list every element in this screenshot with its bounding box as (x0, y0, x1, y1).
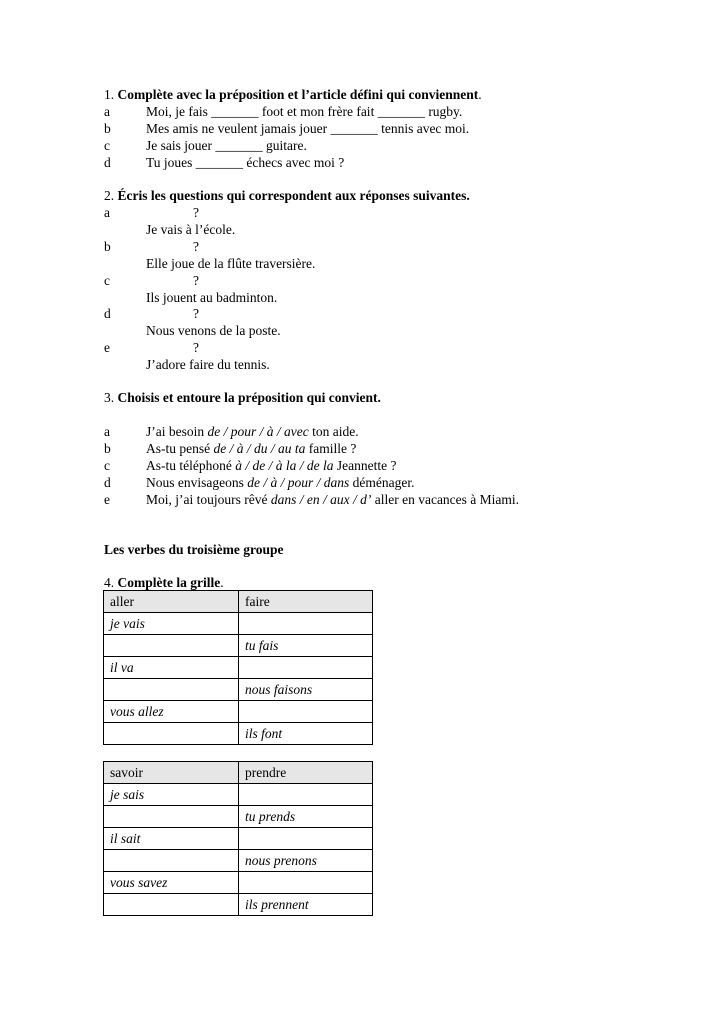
ex2-question-mark: ? (193, 273, 199, 288)
grid-cell-blank[interactable] (104, 723, 239, 745)
ex1-item-text: Moi, je fais _______ foot et mon frère fait _______ rugby. (146, 104, 463, 119)
ex3-preposition-choices[interactable]: de / pour / à / avec (207, 424, 309, 439)
ex3-sentence-end: aller en vacances à Miami. (371, 492, 520, 507)
grid-row (104, 828, 373, 850)
ex3-preposition-choices[interactable]: à / de / à la / de la (235, 458, 334, 473)
ex4-title: Complète la grille (117, 575, 221, 590)
ex1-item-text: Je sais jouer _______ guitare. (146, 138, 307, 153)
grid-cell-blank[interactable] (239, 657, 373, 679)
grid-row (104, 679, 373, 701)
grid-cell: ils prennent (239, 894, 373, 916)
ex3-sentence-start: As-tu téléphoné (146, 458, 236, 473)
conjugation-grid-aller-faire (103, 590, 373, 745)
ex3-sentence-start: J’ai besoin (146, 424, 208, 439)
grid-cell: vous savez (104, 872, 239, 894)
ex3-title: Choisis et entoure la préposition qui convient. (117, 390, 381, 405)
ex2-question-mark: ? (193, 205, 199, 220)
ex2-item-letter: a (104, 205, 110, 220)
ex3-sentence-start: Moi, j’ai toujours rêvé (146, 492, 271, 507)
ex2-item-letter: d (104, 306, 111, 321)
ex4-heading (104, 574, 224, 591)
grid-header-cell: prendre (239, 762, 373, 784)
grid-cell-blank[interactable] (239, 701, 373, 723)
ex1-item-text: Mes amis ne veulent jamais jouer _______ tennis avec moi. (146, 121, 470, 136)
ex3-number: 3. (104, 390, 118, 405)
grid-cell: je sais (104, 784, 239, 806)
grid-cell: ils font (239, 723, 373, 745)
ex1-heading (104, 86, 482, 103)
ex1-item-letter: d (104, 155, 111, 170)
grid-header-cell: faire (239, 591, 373, 613)
grid-cell: tu fais (239, 635, 373, 657)
grid-cell: il sait (104, 828, 239, 850)
ex1-title: Complète avec la préposition et l’article défini qui conviennent (117, 87, 479, 102)
grid-header-row (104, 591, 373, 613)
ex3-item-letter: b (104, 441, 111, 456)
ex3-item-sentence (146, 457, 396, 474)
ex2-question-mark: ? (193, 340, 199, 355)
section-title (104, 541, 284, 558)
ex2-answer: J’adore faire du tennis. (146, 357, 270, 372)
ex3-item-letter: e (104, 492, 110, 507)
ex2-number: 2. (104, 188, 118, 203)
ex2-answer: Je vais à l’école. (146, 222, 236, 237)
ex1-item-letter: b (104, 121, 111, 136)
grid-header-row (104, 762, 373, 784)
grid-cell: il va (104, 657, 239, 679)
ex2-question-mark: ? (193, 239, 199, 254)
grid-cell-blank[interactable] (239, 613, 373, 635)
ex3-preposition-choices[interactable]: dans / en / aux / d’ (270, 492, 372, 507)
grid-cell: je vais (104, 613, 239, 635)
ex3-item-letter: d (104, 475, 111, 490)
ex2-answer: Ils jouent au badminton. (146, 290, 278, 305)
grid-cell-blank[interactable] (104, 850, 239, 872)
grid-cell-blank[interactable] (104, 679, 239, 701)
grid-row (104, 894, 373, 916)
ex2-item-letter: b (104, 239, 111, 254)
ex2-answer: Nous venons de la poste. (146, 323, 281, 338)
grid-cell-blank[interactable] (104, 894, 239, 916)
grid-cell-blank[interactable] (239, 872, 373, 894)
ex1-item-text: Tu joues _______ échecs avec moi ? (146, 155, 345, 170)
ex1-item-letter: a (104, 104, 110, 119)
grid-cell-blank[interactable] (104, 806, 239, 828)
section-title-text: Les verbes du troisième groupe (104, 542, 284, 557)
ex3-sentence-end: ton aide. (308, 424, 359, 439)
grid-cell: vous allez (104, 701, 239, 723)
ex3-sentence-start: As-tu pensé (146, 441, 214, 456)
grid-cell: nous faisons (239, 679, 373, 701)
grid-row (104, 701, 373, 723)
ex2-item-letter: e (104, 340, 110, 355)
grid-cell: tu prends (239, 806, 373, 828)
conjugation-grid-savoir-prendre (103, 761, 373, 916)
ex3-item-sentence (146, 423, 359, 440)
grid-cell-blank[interactable] (239, 784, 373, 806)
ex3-sentence-end: déménager. (349, 475, 415, 490)
ex1-number: 1. (104, 87, 118, 102)
grid-row (104, 806, 373, 828)
grid-row (104, 723, 373, 745)
ex2-item-letter: c (104, 273, 110, 288)
grid-cell: nous prenons (239, 850, 373, 872)
ex3-heading (104, 389, 381, 406)
ex4-number: 4. (104, 575, 118, 590)
grid-row (104, 872, 373, 894)
ex3-sentence-end: famille ? (305, 441, 357, 456)
grid-row (104, 635, 373, 657)
ex3-preposition-choices[interactable]: de / à / du / au ta (213, 441, 306, 456)
ex3-sentence-end: Jeannette ? (333, 458, 397, 473)
ex3-item-sentence (146, 440, 356, 457)
grid-header-cell: aller (104, 591, 239, 613)
ex3-item-letter: c (104, 458, 110, 473)
ex2-question-mark: ? (193, 306, 199, 321)
grid-row (104, 613, 373, 635)
ex1-title-end: . (478, 87, 482, 102)
grid-cell-blank[interactable] (239, 828, 373, 850)
ex3-preposition-choices[interactable]: de / à / pour / dans (247, 475, 350, 490)
ex3-item-sentence (146, 491, 519, 508)
ex2-heading (104, 187, 470, 204)
grid-row (104, 850, 373, 872)
grid-row (104, 784, 373, 806)
ex4-title-end: . (220, 575, 224, 590)
ex3-sentence-start: Nous envisageons (146, 475, 248, 490)
ex2-answer: Elle joue de la flûte traversière. (146, 256, 316, 271)
grid-row (104, 657, 373, 679)
grid-cell-blank[interactable] (104, 635, 239, 657)
ex1-item-letter: c (104, 138, 110, 153)
ex3-item-letter: a (104, 424, 110, 439)
ex2-title: Écris les questions qui correspondent aux réponses suivantes. (117, 188, 470, 203)
grid-header-cell: savoir (104, 762, 239, 784)
ex3-item-sentence (146, 474, 415, 491)
